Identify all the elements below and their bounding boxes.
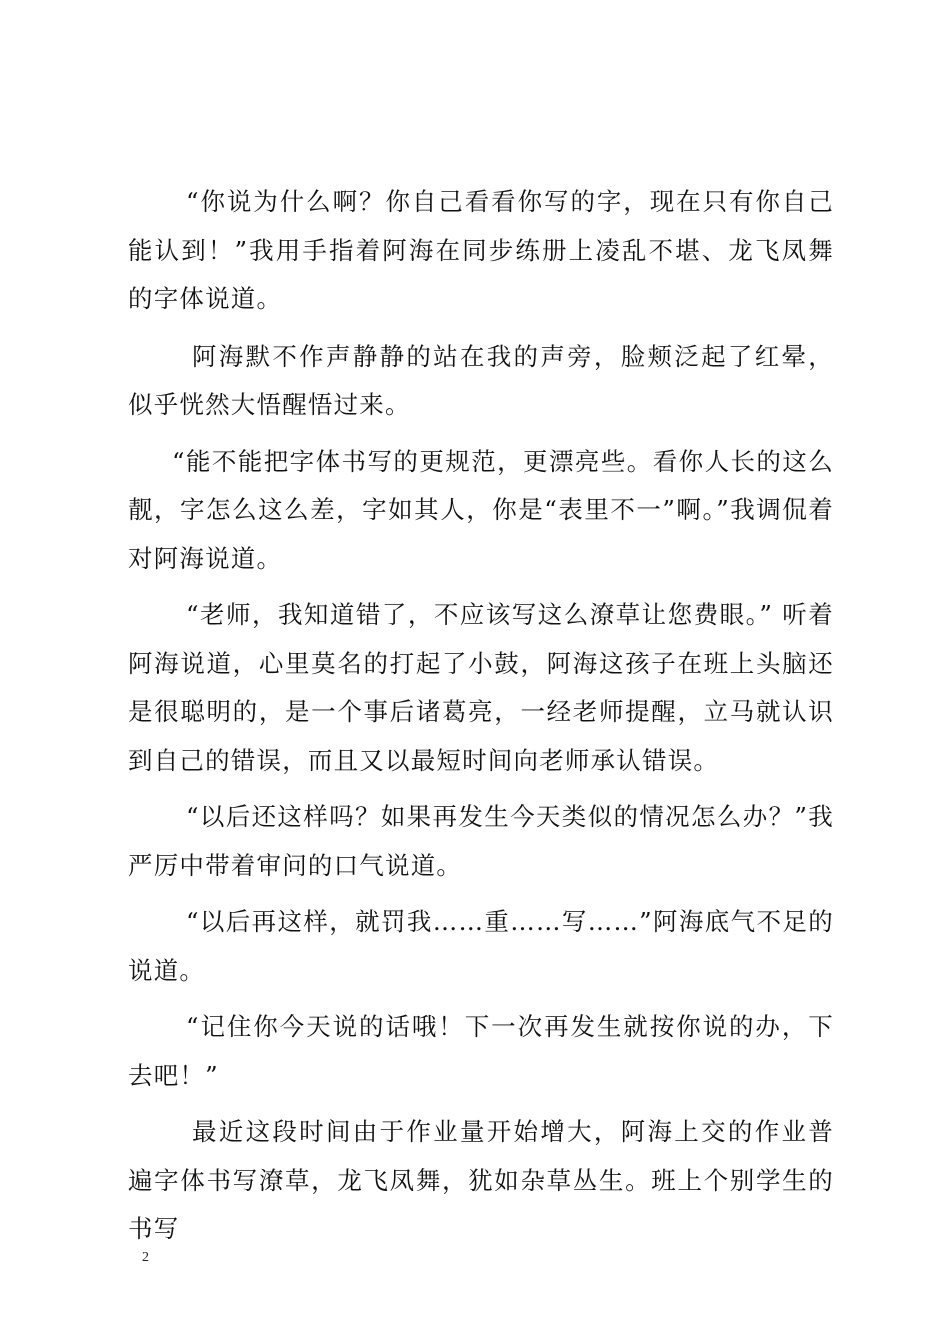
paragraph-1: “你说为什么啊？你自己看看你写的字，现在只有你自己能认到！”我用手指着阿海在同步练册上凌乱不堪、龙飞凤舞的字体说道。: [128, 187, 834, 313]
document-body: [128, 178, 834, 1254]
paragraph-4: “老师，我知道错了，不应该写这么潦草让您费眼。” 听着阿海说道，心里莫名的打起了小鼓，阿海这孩子在班上头脑还是很聪明的，是一个事后诸葛亮，一经老师提醒，立马就认识到自己的错误，而且又以最短时间向老师承认错误。: [128, 600, 834, 775]
paragraph-3: “能不能把字体书写的更规范，更漂亮些。看你人长的这么靓，字怎么这么差，字如其人，你是“表里不一”啊。”我调侃着对阿海说道。: [128, 446, 834, 573]
paragraph-5: “以后还这样吗？如果再发生今天类似的情况怎么办？”我严厉中带着审问的口气说道。: [128, 802, 834, 880]
paragraph-7: “记住你今天说的话哦！下一次再发生就按你说的办，下去吧！”: [128, 1012, 834, 1090]
page-number: 2: [142, 1250, 149, 1265]
paragraph-8: 最近这段时间由于作业量开始增大，阿海上交的作业普遍字体书写潦草，龙飞凤舞，犹如杂草丛生。班上个别学生的书写: [128, 1117, 834, 1243]
paragraph-6: “以后再这样，就罚我……重……写……”阿海底气不足的说道。: [128, 907, 834, 985]
paragraph-2: 阿海默不作声静静的站在我的声旁，脸颊泛起了红晕，似乎恍然大悟醒悟过来。: [128, 341, 834, 419]
